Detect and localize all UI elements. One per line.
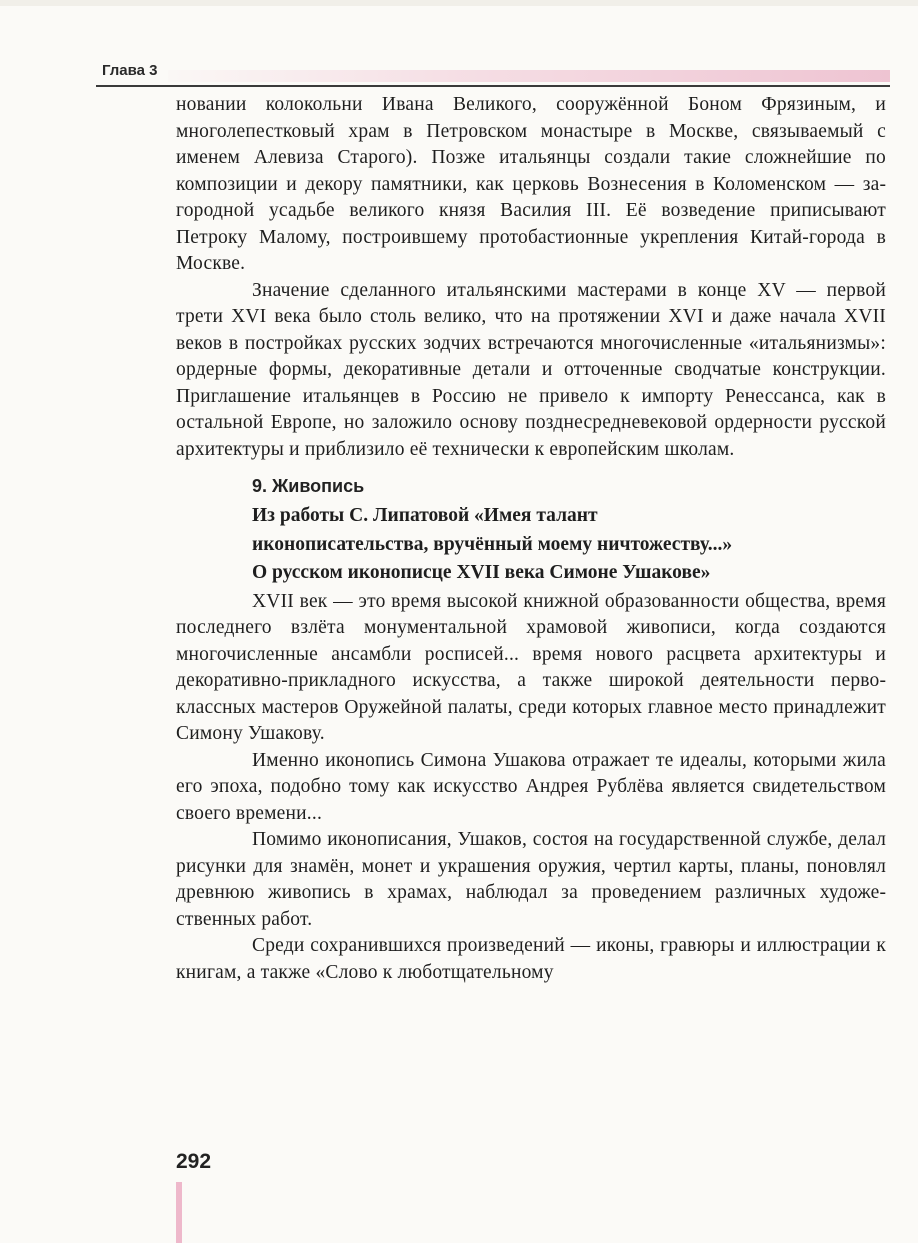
excerpt-title [176,503,886,587]
header-rule [96,85,890,87]
paragraph-surviving-works: Среди сохранившихся произведений — иконы, гравюры и иллюстрации к книгам, а также «Слово к люботщательному [176,935,886,983]
header-decorative-band [168,70,890,82]
paragraph-state-service: Помимо иконописания, Ушаков, состоя на государственной службе, делал рисунки для знамён, монет и украшения оружия, чертил карты, планы, поновлял древнюю живопись в храмах, наблюдал за проведением различных художественных работ. [176,829,886,930]
margin-color-tab [176,1182,182,1243]
paragraph-italian-masters: Значение сделанного итальянскими мастерами в конце XV — первой трети XVI века было столь велико, что на протяжении XVI и даже начала XVII веков в постройках русских зодчих встречаются многочисленные «итальянизмы»: ордерные формы, декоративные детали и отточенные сводчатые конструкции. Приглашение итальянцев в Россию не привело к импорту Ренессанса, как в остальной Европе, но заложило основу позднесредневековой ордерности русской архитектуры и приблизило её технически к европейским школам. [176,279,886,460]
section-title: 9. Живопись [252,476,365,496]
paragraph-continuation: новании колокольни Ивана Великого, сооружённой Боном Фрязиным, и многолепестковый храм в Петровском монастыре в Москве, связываемый с именем Алевиза Старого). Позже итальянцы создали такие сложнейшие по композиции и декору памятники, как церковь Вознесения в Коломенском — загородной усадьбе великого князя Василия III. Её возведение приписывают Петроку Малому, построившему протобастионные укрепления Китай-города в Москве. [176,94,886,274]
page-top-edge [0,0,918,6]
chapter-label: Глава 3 [102,62,158,79]
excerpt-title-line: иконописательства, вручённый моему ничтожеству...» [252,533,733,555]
excerpt-title-line: Из работы С. Липатовой «Имея талант [252,505,598,526]
page-number: 292 [176,1150,212,1173]
excerpt-title-line: О русском иконописце XVII века Симоне Ушакове» [252,562,711,583]
paragraph-17th-century: XVII век — это время высокой книжной образованности общества, время последнего взлёта монументальной храмовой живописи, когда создаются многочисленные ансамбли росписей... время нового расцвета архитектуры и декоративно-прикладного искусства, а также широкой деятельности первоклассных мастеров Оружейной палаты, среди которых главное место принадлежит Симону Ушакову. [176,590,886,744]
page-header [96,60,890,86]
main-text [176,92,886,986]
paragraph-icon-painting: Именно иконопись Симона Ушакова отражает те идеалы, которыми жила его эпоха, подобно тому как искусство Андрея Рублёва является свидетельством своего времени... [176,749,886,824]
